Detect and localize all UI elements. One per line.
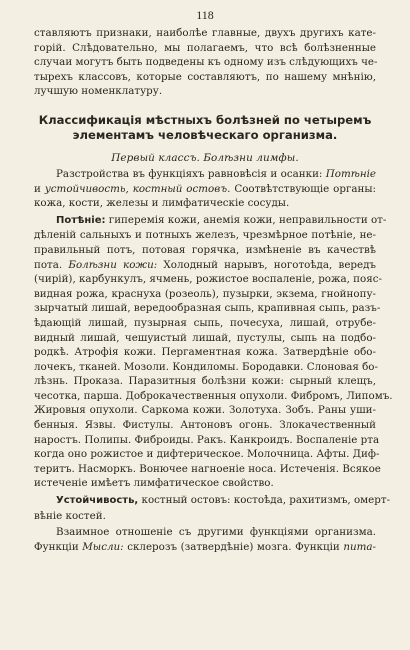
- text-line: [34, 540, 376, 555]
- text-line: ставляютъ признаки, наиболѣе главные, двухъ другихъ кате-: [34, 27, 376, 39]
- text-line: Взаимное отношеніе съ другими функціями организма.: [56, 526, 376, 539]
- text-line: наростъ. Полипы. Фиброиды. Ракъ. Канкроидъ. Воспаленіе рта: [34, 433, 380, 446]
- text-line: [34, 258, 376, 273]
- text-line: тырехъ классовъ, которые составляютъ, по нашему мнѣнію,: [34, 70, 376, 83]
- text-line: лѣзнь. Проказа. Паразитныя болѣзни кожи: сырный клещъ,: [34, 375, 376, 388]
- text-line: истеченіе имѣетъ лимфатическое свойство.: [34, 477, 274, 490]
- text-line: ѣдающій лишай, пузырная сыпь, почесуха, лишай, отрубе-: [34, 316, 376, 329]
- page-number: 118: [196, 8, 214, 22]
- text-fragment: склерозъ (затвердѣніе) мозга. Функціи: [127, 540, 340, 553]
- text-fragment: и: [34, 182, 41, 195]
- section-title-line: элементамъ человѣческаго организма.: [72, 127, 338, 142]
- text-line: кожа, кости, железы и лимфатическіе сосуды.: [34, 197, 290, 210]
- text-line: [34, 213, 387, 229]
- paragraph-relations: [34, 525, 376, 554]
- text-line: зырчатый лишай, вередообразная сыпь, крапивная сыпь, разъ-: [34, 302, 381, 315]
- text-line: [34, 167, 376, 182]
- bold-term: Устойчивость,: [56, 495, 139, 507]
- text-line: родкѣ. Атрофія кожи. Пергаментная кожа. Затвердѣніе обо-: [34, 346, 376, 359]
- italic-term: устойчивость, костный остовъ.: [44, 182, 231, 195]
- text-line: дѣленій сальныхъ и потныхъ железъ, чрезмѣрное потѣніе, не-: [34, 229, 376, 242]
- text-line: видный лишай, чешуистый лишай, пустулы, сыпь на подбо-: [34, 331, 376, 344]
- italic-term: Мысли:: [82, 540, 124, 553]
- text-fragment: Соотвѣтствующіе органы:: [234, 182, 377, 195]
- text-fragment: костный остовъ: костоѣда, рахитизмъ, омерт-: [141, 494, 391, 507]
- paragraph-stability: [34, 493, 391, 523]
- text-fragment: Холодный нарывъ, ноготоѣда, вередъ: [163, 258, 376, 271]
- text-fragment: Разстройства въ функціяхъ равновѣсія и осанки:: [56, 167, 323, 180]
- paragraph-functions: [34, 167, 376, 211]
- text-line: правильный потъ, потовая горячка, измѣненіе въ качествѣ: [34, 243, 376, 256]
- italic-term: Болѣзни кожи:: [68, 258, 158, 271]
- text-line: [34, 493, 391, 509]
- text-line: чесотка, парша. Доброкачественныя опухоли. Фибромъ, Липомъ.: [34, 389, 393, 402]
- text-line: [34, 182, 376, 197]
- italic-term: пита-: [343, 540, 377, 553]
- text-line: бенныя. Язвы. Фистулы. Антоновъ огонь. Злокачественный: [34, 419, 376, 432]
- paragraph-sweating: [34, 213, 393, 491]
- section-title-line: Классификація мѣстныхъ болѣзней по четыремъ: [38, 112, 372, 127]
- intro-paragraph: [34, 26, 376, 99]
- text-line: теритъ. Насморкъ. Вонючее нагноеніе носа. Истеченія. Всякое: [34, 462, 381, 475]
- text-line: видная рожа, краснуха (розеоль), пузырки, экзема, гнойнопу-: [34, 287, 376, 300]
- text-fragment: гиперемія кожи, анемія кожи, неправильности от-: [108, 213, 387, 226]
- text-line: вѣніе костей.: [34, 509, 106, 522]
- text-line: (чирій), карбункулъ, ячмень, рожистое воспаленіе, рожа, пояс-: [34, 273, 382, 286]
- text-line: лучшую номенклатуру.: [34, 85, 163, 98]
- section-title: [34, 113, 376, 143]
- text-line: лочекъ, тканей. Мозоли. Кондиломы. Бородавки. Слоновая бо-: [34, 360, 378, 373]
- text-line: когда оно рожистое и дифтерическое. Молочница. Афты. Диф-: [34, 448, 380, 461]
- text-line: горій. Слѣдовательно, мы полагаемъ, что всѣ болѣзненные: [34, 41, 376, 54]
- text-line: случаи могутъ быть подведены къ одному изъ слѣдующихъ че-: [34, 56, 378, 69]
- bold-term: Потѣніе:: [56, 214, 106, 226]
- class-heading: Первый классъ. Болѣзни лимфы.: [111, 151, 299, 164]
- text-fragment: Функціи: [34, 540, 79, 553]
- italic-term: Потѣніе: [325, 167, 376, 180]
- text-line: Жировыя опухоли. Саркома кожи. Золотуха. Зобъ. Раны уши-: [34, 404, 376, 417]
- text-fragment: пота.: [34, 258, 63, 271]
